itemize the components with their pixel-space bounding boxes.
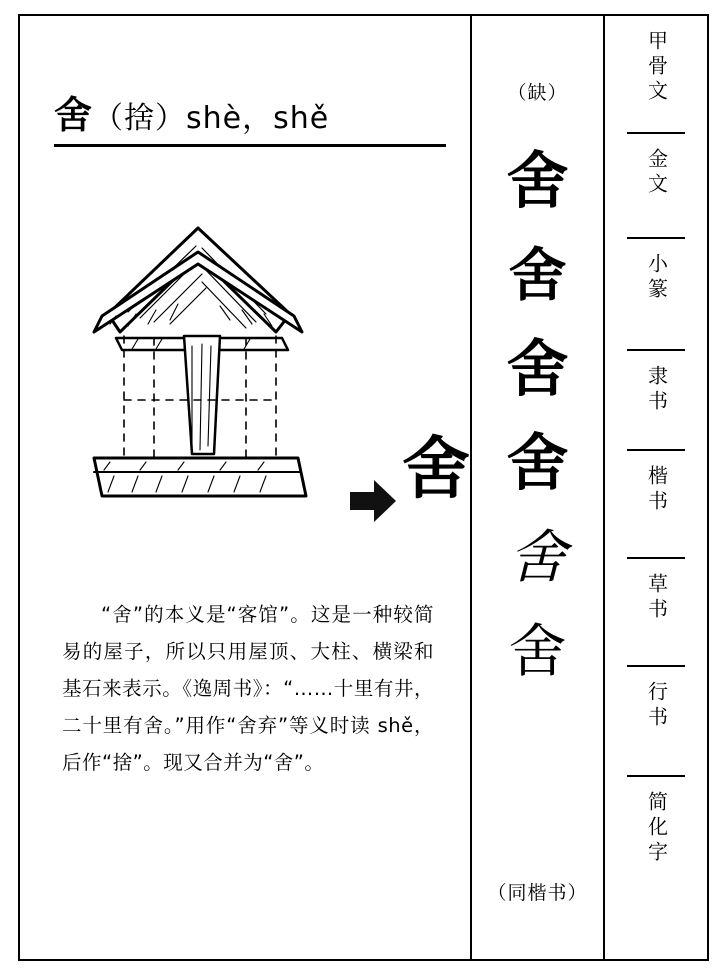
glyph-clerical: 舍 xyxy=(506,332,569,405)
style-cell-clerical xyxy=(605,351,707,451)
style-cell-seal xyxy=(605,239,707,351)
style-label-running: 行书 xyxy=(644,681,669,731)
style-cell-oracle xyxy=(605,16,707,134)
headword-variant: 捨 xyxy=(124,101,156,136)
evolution-arrow xyxy=(348,476,398,526)
style-cell-cursive xyxy=(605,559,707,667)
title-underline xyxy=(54,144,446,147)
explanation-text: “舍”的本义是“客馆”。这是一种较简易的屋子，所以只用屋顶、大柱、横梁和基石来表示。《逸周书》：“……十里有井，二十里有舍。”用作“舍弃”等义时读 shě，后作“捨”。现又合并为“舍”。 xyxy=(62,603,434,774)
page-frame xyxy=(18,14,709,961)
headword-character: 舍 xyxy=(54,93,94,137)
style-label-clerical: 隶书 xyxy=(644,365,669,415)
style-cell-bronze xyxy=(605,134,707,239)
style-cell-simplified xyxy=(605,777,707,897)
style-label-bronze: 金文 xyxy=(644,148,669,198)
derived-glyph: 舍 xyxy=(402,430,471,509)
glyph-cursive: 舍 xyxy=(508,523,567,591)
style-label-cursive: 草书 xyxy=(644,573,669,623)
style-label-simplified: 简化字 xyxy=(644,791,669,866)
glyph-seal: 舍 xyxy=(508,241,567,309)
script-glyph-column xyxy=(472,16,603,959)
headword-variant-open: （ xyxy=(93,101,125,136)
style-cell-running xyxy=(605,667,707,777)
glyph-running: 舍 xyxy=(508,617,567,685)
style-label-oracle: 甲骨文 xyxy=(644,30,669,105)
style-label-regular: 楷书 xyxy=(644,465,669,515)
style-cell-regular xyxy=(605,451,707,559)
glyph-stack xyxy=(472,134,603,698)
main-content-column xyxy=(20,16,470,959)
glyph-bronze: 舍 xyxy=(506,144,569,217)
headword-variant-close: ） xyxy=(155,101,187,136)
headword-pinyin: shè，shě xyxy=(186,101,330,136)
style-label-column xyxy=(605,16,707,959)
glyph-regular: 舍 xyxy=(506,426,569,499)
arrow-right-icon xyxy=(348,476,398,526)
style-label-seal: 小篆 xyxy=(644,253,669,303)
same-as-regular-note: （同楷书） xyxy=(487,882,588,904)
page-title xyxy=(54,94,444,140)
missing-oracle-note: （缺） xyxy=(507,82,568,104)
illustration xyxy=(50,186,471,546)
